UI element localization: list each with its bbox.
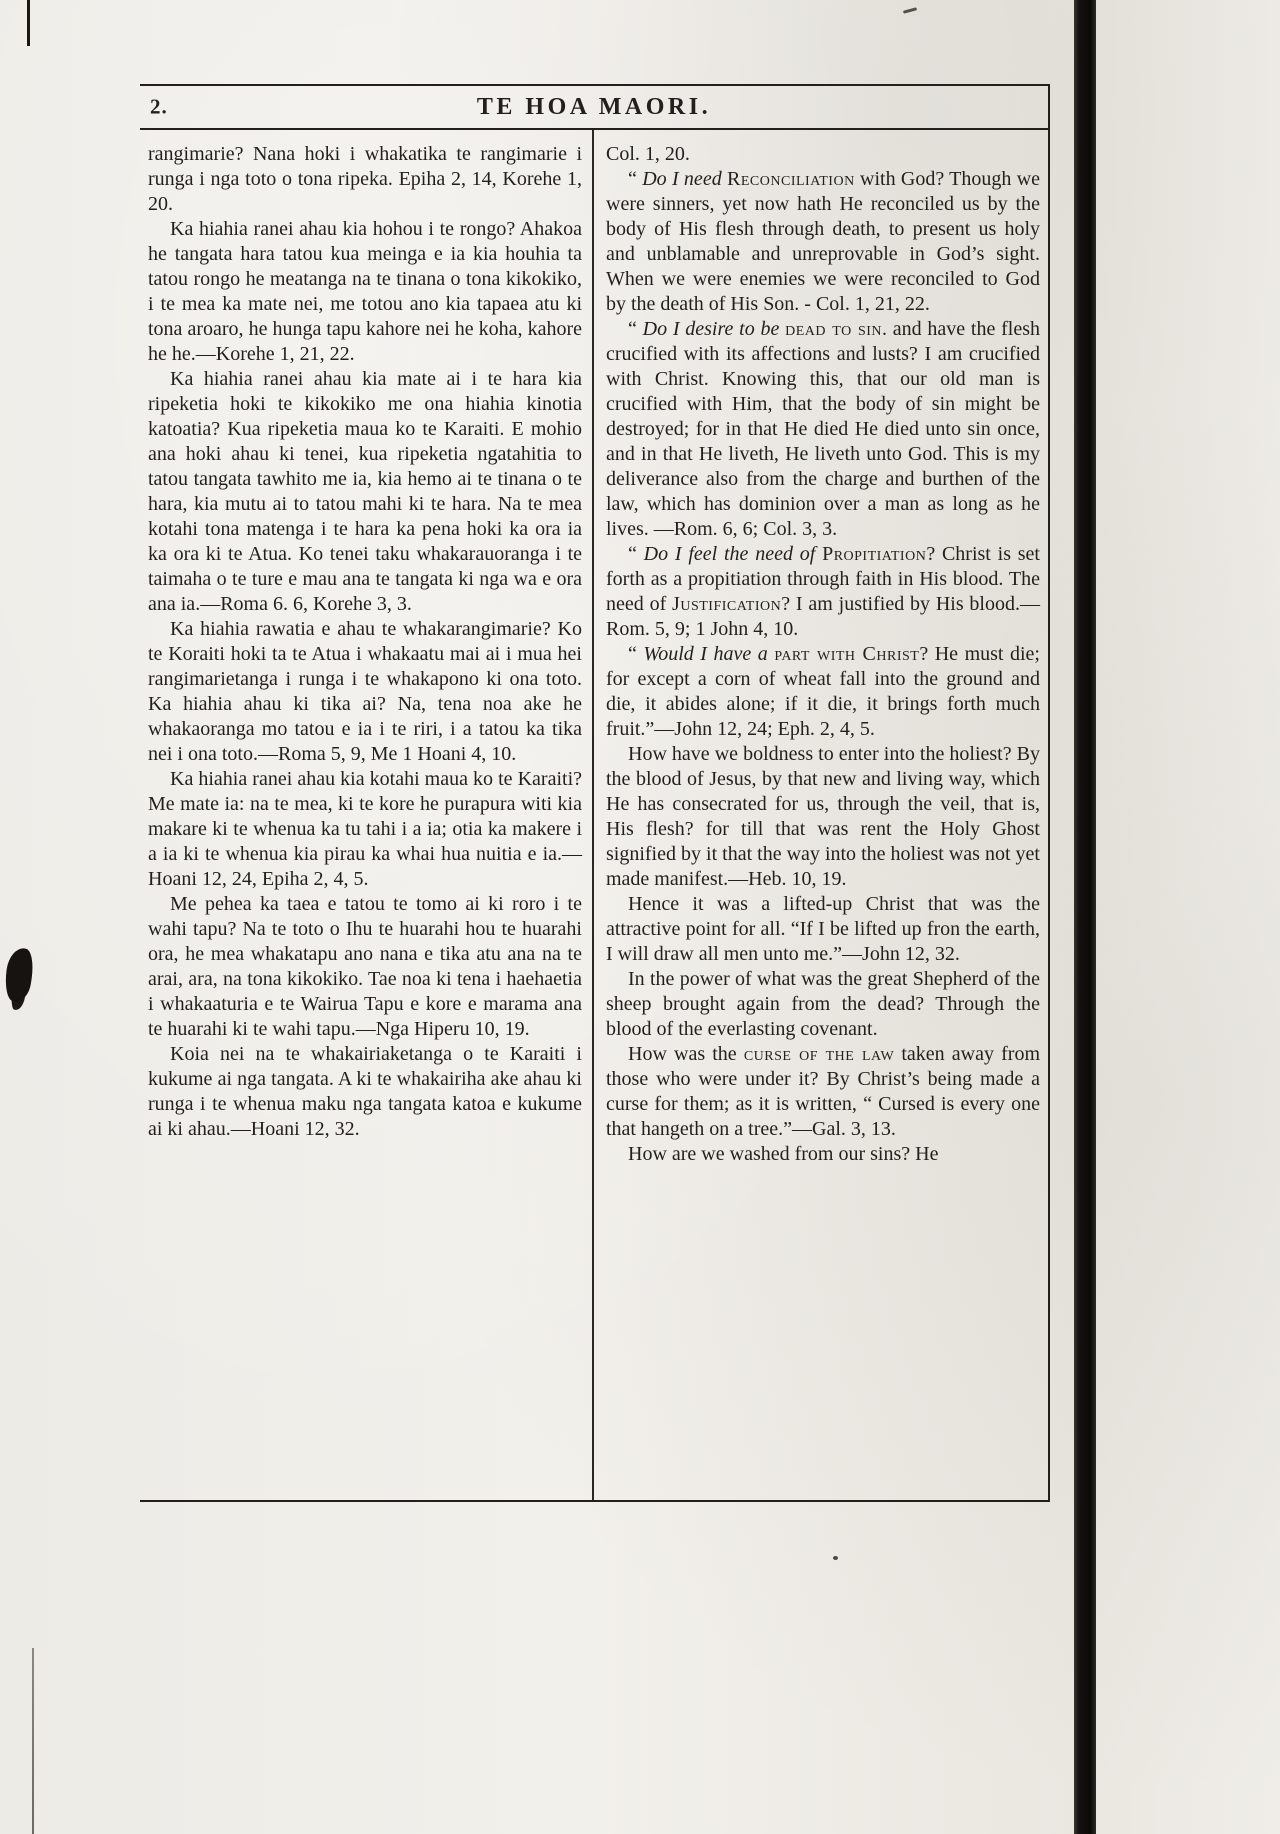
page-number: 2. (150, 94, 168, 119)
paragraph (148, 142, 582, 217)
page-header (140, 86, 1048, 130)
scan-mark-top-left (27, 0, 30, 46)
text-segment: Ka hiahia rawatia e ahau te whakarangimarie? Ko te Koraiti hoki ta te Atua i whakaatu mai ai i mua hei rangimarietanga i runga i te whakapono ki ona toto. Ka hiahia ahau ki tika ai? Na, tena noa ake he whakaoranga mo tatou e ia i te riri, i a tatou ka tika nei i ona toto.—Roma 5, 9, Me 1 Hoani 4, 10. (148, 618, 582, 765)
paragraph (606, 1142, 1040, 1167)
smallcaps-text: dead to sin (785, 318, 882, 340)
text-segment: taken away from those who were under it? By Christ’s being made a curse for them; as it is written, “ Cursed is every one that hangeth on a tree.”—Gal. 3, 13. (606, 1043, 1040, 1140)
smallcaps-text: part with Christ (774, 643, 920, 665)
scan-gutter-bar (1074, 0, 1096, 1834)
text-segment: How was the (628, 1043, 744, 1065)
text-segment: rangimarie? Nana hoki i whakatika te rangimarie i runga i nga toto o tona ripeka. Epiha 2, 14, Korehe 1, 20. (148, 143, 582, 215)
text-segment: . and have the flesh crucified with its affections and lusts? I am crucified with Christ. Knowing this, that our old man is crucified with Him, that the body of sin might be destroyed; for in that He died He died unto sin once, and in that He liveth, He liveth unto God. This is my deliverance also from the charge and burthen of the law, which has dominion over a man as long as he lives. —Rom. 6, 6; Col. 3, 3. (606, 318, 1040, 540)
smallcaps-text: Justification (672, 593, 782, 615)
text-segment: ? I am justified by His blood.—Rom. 5, 9; 1 John 4, 10. (606, 593, 1040, 640)
scan-mark-top-right (903, 7, 917, 14)
text-segment: Ka hiahia ranei ahau kia hohou i te rongo? Ahakoa he tangata hara tatou kua meinga e ia kia houhia ta tatou rongo he meatanga na te tinana o tona kikokiko, i te mea ka mate nei, me totou ano kia tapaea atu ki tona aroaro, he hunga tapu kahore nei he koha, kahore he he.—Korehe 1, 21, 22. (148, 218, 582, 365)
scan-dot-bottom (833, 1556, 838, 1560)
text-segment: Koia nei na te whakairiaketanga o te Karaiti i kukume ai nga tangata. A ki te whakairiha ake ahau ki runga i te whenua maku nga tangata katoa e kukume ai ki ahau.—Hoani 12, 32. (148, 1043, 582, 1140)
maori-column (140, 130, 592, 1500)
paragraph (606, 542, 1040, 642)
smallcaps-text: Reconciliation (727, 168, 855, 190)
paragraph (606, 967, 1040, 1042)
text-segment: Hence it was a lifted-up Christ that was the attractive point for all. “If I be lifted up fron the earth, I will draw all men unto me.”—John 12, 32. (606, 893, 1040, 965)
english-column (594, 130, 1048, 1500)
paragraph (606, 1042, 1040, 1142)
italic-text: Would I have a (643, 643, 768, 665)
text-segment: “ (628, 168, 643, 190)
text-segment: ? He must die; for except a corn of wheat fall into the ground and die, it abides alone; if it die, it brings forth much fruit.”—John 12, 24; Eph. 2, 4, 5. (606, 643, 1040, 740)
text-block (140, 84, 1050, 1502)
paragraph (148, 617, 582, 767)
paragraph (606, 317, 1040, 542)
text-segment: How are we washed from our sins? He (628, 1143, 939, 1165)
paragraph (606, 167, 1040, 317)
text-segment: “ (628, 543, 644, 565)
paragraph (606, 642, 1040, 742)
text-segment: Ka hiahia ranei ahau kia mate ai i te hara kia ripeketia hoki te kikokiko me ona hiahia kinotia katoatia? Kua ripeketia maua ko te Karaiti. E mohio ana hoki ahau ki tenei, kua ripeketia ngatahitia to tatou tangata tawhito me ia, kia hemo ai te tinana o te hara, kia mutu ai to tatou mahi ki te hara. Na te mea kotahi tona matenga i te hara ka pena hoki ka ora ia ka ora ki te Atua. Ko tenei taku whakarauoranga i te taimaha o te ture e mau ana te tangata ki nga wa e ora ana ia.—Roma 6. 6, Korehe 3, 3. (148, 368, 582, 615)
text-segment: How have we boldness to enter into the holiest? By the blood of Jesus, by that new and living way, which He has consecrated for us, through the veil, that is, His flesh? for till that was rent the Holy Ghost signified by it that the way into the holiest was not yet made manifest.—Heb. 10, 19. (606, 743, 1040, 890)
page-title: TE HOA MAORI. (476, 93, 712, 120)
text-segment: Ka hiahia ranei ahau kia kotahi maua ko te Karaiti? Me mate ia: na te mea, ki te kore he purapura witi kia makare ki te whenua ka tu tahi i a ia; otia ka makere i a ia ki te whenua kia pirau ka whai hua nuitia e ia.—Hoani 12, 24, Epiha 2, 4, 5. (148, 768, 582, 890)
paragraph (606, 742, 1040, 892)
paragraph (606, 142, 1040, 167)
paragraph (148, 367, 582, 617)
paragraph (148, 892, 582, 1042)
paragraph (148, 1042, 582, 1142)
italic-text: Do I desire to be (642, 318, 780, 340)
text-segment: “ (628, 318, 643, 340)
italic-text: Do I feel the need of (643, 543, 823, 565)
text-segment: “ (628, 643, 644, 665)
text-segment: ? Christ is set forth as a propitiation through faith in His blood. The need of (606, 543, 1040, 615)
paragraph (148, 217, 582, 367)
ink-blot (2, 946, 35, 1003)
text-segment: Col. 1, 20. (606, 143, 690, 165)
text-segment: In the power of what was the great Shepherd of the sheep brought again from the dead? Through the blood of the everlasting covenant. (606, 968, 1040, 1040)
smallcaps-text: Propitiation (822, 543, 927, 565)
text-segment: with God? Though we were sinners, yet now hath He reconciled us by the body of His flesh through death, to present us holy and unblamable and unreprovable in God’s sight. When we were enemies we were reconciled to God by the death of His Son. - Col. 1, 21, 22. (606, 168, 1041, 315)
paragraph (148, 767, 582, 892)
smallcaps-text: curse of the law (743, 1043, 895, 1065)
italic-text: Do I need (642, 168, 722, 190)
paragraph (606, 892, 1040, 967)
scan-mark-bottom-left (32, 1648, 34, 1834)
columns-container (140, 130, 1048, 1500)
text-segment: Me pehea ka taea e tatou te tomo ai ki roro i te wahi tapu? Na te toto o Ihu te huarahi hou te huarahi ora, he mea whakatapu ano nana e tika atu ana na te arai, ara, na tona kikokiko. Tae noa ki tena i haehaetia i whakaaturia e te Wairua Tapu e kore e marama ana te huarahi ki te wahi tapu.—Nga Hiperu 10, 19. (148, 893, 582, 1040)
